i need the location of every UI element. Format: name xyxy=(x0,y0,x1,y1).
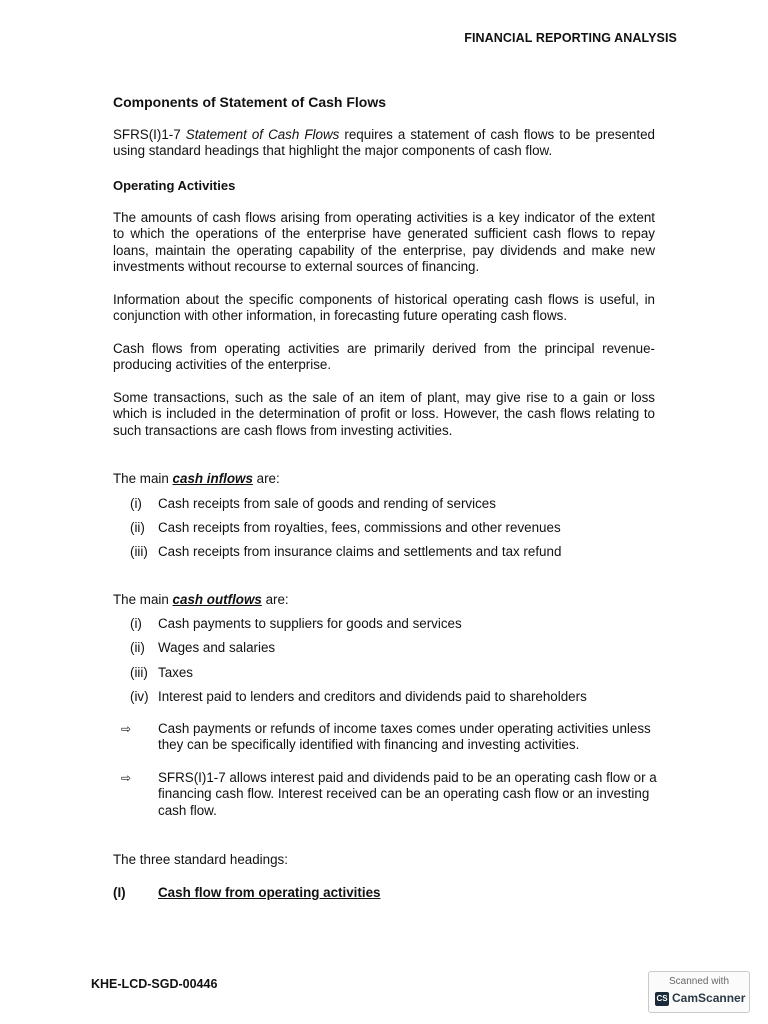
intro-prefix: SFRS(I)1-7 xyxy=(113,127,186,142)
list-text: Wages and salaries xyxy=(158,640,276,655)
document-code: KHE-LCD-SGD-00446 xyxy=(91,977,218,991)
list-text: Cash receipts from sale of goods and rending of services xyxy=(158,496,496,511)
heading-text: Cash flow from operating activities xyxy=(158,885,381,900)
list-text: Taxes xyxy=(158,665,193,680)
intro-suffix: requires a statement of cash flows to be presented using standard headings that highlight the major components of cash flow. xyxy=(113,127,655,159)
section-title: Components of Statement of Cash Flows xyxy=(113,94,387,110)
list-number: (iii) xyxy=(130,665,148,680)
note-interest-dividends xyxy=(113,770,673,820)
note-text: Cash payments or refunds of income taxes comes under operating activities unless they can be specifically identified with financing and investing activities. xyxy=(158,721,651,753)
outflows-lead-prefix: The main xyxy=(113,592,173,607)
intro-italic-title: Statement of Cash Flows xyxy=(185,127,340,142)
outflows-lead-emphasis: cash outflows xyxy=(172,592,262,607)
camscanner-logo-icon: CS xyxy=(655,992,669,1006)
scanned-with-label: Scanned with xyxy=(668,976,730,987)
list-number: (i) xyxy=(130,616,142,631)
standard-headings-lead: The three standard headings: xyxy=(113,852,288,867)
outflows-lead xyxy=(113,592,289,607)
inflows-lead-suffix: are: xyxy=(252,471,280,486)
operating-activities-heading: Operating Activities xyxy=(113,178,236,193)
list-text: Cash receipts from royalties, fees, commissions and other revenues xyxy=(158,520,561,535)
list-number: (iv) xyxy=(130,689,149,704)
paragraph-investing-transactions: Some transactions, such as the sale of an item of plant, may give rise to a gain or loss which is included in the determination of profit or loss. However, the cash flows relating to such transactions are cash flows from investing activities. xyxy=(113,390,655,438)
arrow-right-icon: ⇨ xyxy=(121,722,132,736)
outflows-lead-suffix: are: xyxy=(261,592,289,607)
note-text: SFRS(I)1-7 allows interest paid and dividends paid to be an operating cash flow or a financing cash flow. Interest received can be an operating cash flow or an investing cash flow. xyxy=(158,770,657,818)
paragraph-forecasting: Information about the specific components of historical operating cash flows is useful, in conjunction with other information, in forecasting future operating cash flows. xyxy=(113,292,655,324)
list-text: Cash payments to suppliers for goods and services xyxy=(158,616,462,631)
inflows-lead-emphasis: cash inflows xyxy=(172,471,253,486)
arrow-right-icon: ⇨ xyxy=(121,771,132,785)
list-text: Interest paid to lenders and creditors and dividends paid to shareholders xyxy=(158,689,587,704)
paragraph-key-indicator: The amounts of cash flows arising from operating activities is a key indicator of the extent to which the operations of the enterprise have generated sufficient cash flows to repay loans, maintain the operating capability of the enterprise, pay dividends and make new investments without recourse to external sources of financing. xyxy=(113,210,655,275)
heading-number: (I) xyxy=(113,885,126,900)
intro-paragraph xyxy=(113,127,655,160)
list-number: (ii) xyxy=(130,520,145,535)
paragraph-revenue-producing: Cash flows from operating activities are primarily derived from the principal revenue-producing activities of the enterprise. xyxy=(113,341,655,373)
list-number: (iii) xyxy=(130,544,148,559)
list-number: (i) xyxy=(130,496,142,511)
inflows-lead xyxy=(113,471,280,486)
running-header: FINANCIAL REPORTING ANALYSIS xyxy=(464,31,677,45)
camscanner-badge xyxy=(648,971,750,1013)
camscanner-brand: CamScanner xyxy=(672,991,746,1005)
inflows-lead-prefix: The main xyxy=(113,471,173,486)
note-income-taxes xyxy=(113,721,673,755)
list-text: Cash receipts from insurance claims and settlements and tax refund xyxy=(158,544,562,559)
list-number: (ii) xyxy=(130,640,145,655)
